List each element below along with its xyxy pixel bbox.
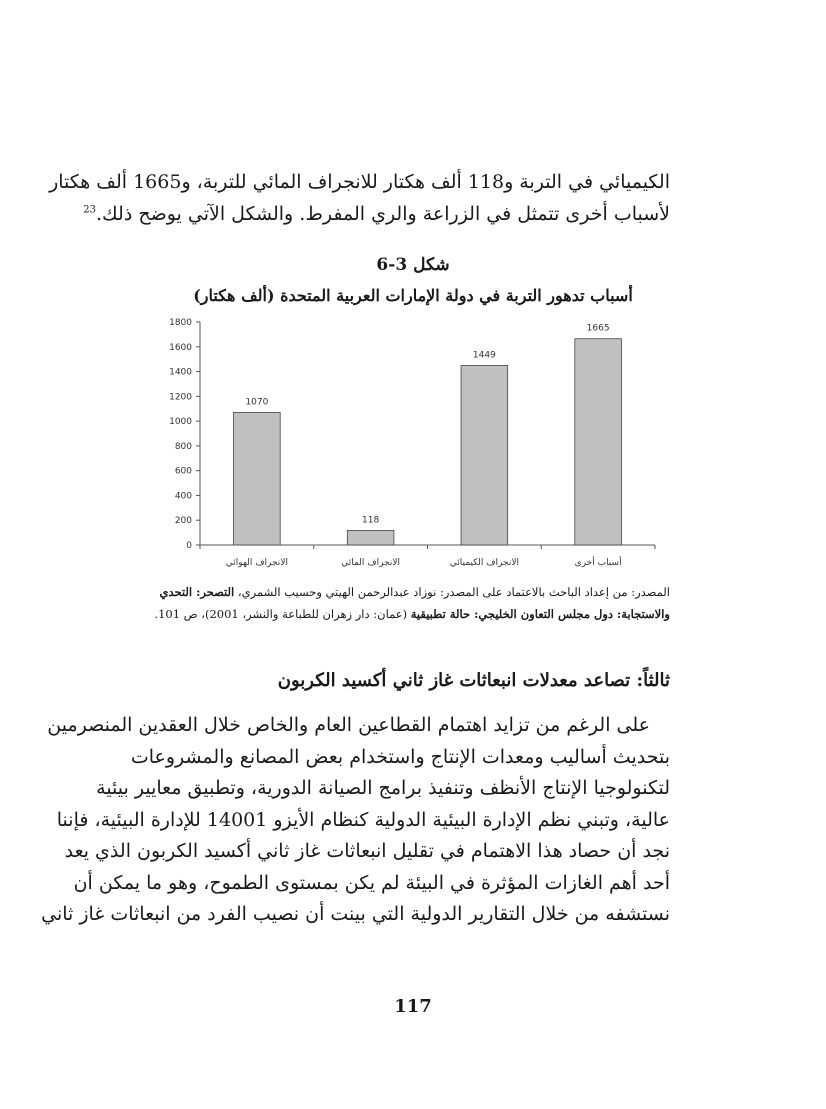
category-label: الانجراف المائي — [341, 558, 401, 568]
y-tick-label: 1000 — [169, 417, 192, 428]
footnote-ref: 23 — [83, 204, 96, 216]
body-line: بتحديث أساليب ومعدات الإنتاج واستخدام بعض المصانع والمشروعات — [130, 745, 670, 768]
intro-paragraph — [49, 166, 670, 230]
bar-value-label: 118 — [362, 515, 380, 526]
source-book-title-part1: التصحر: التحدي — [159, 585, 235, 599]
figure-number: شكل 3-6 — [376, 255, 450, 275]
y-tick-label: 200 — [174, 516, 192, 527]
intro-line-1: الكيميائي في التربة و118 ألف هكتار للانجراف المائي للتربة، و1665 ألف هكتار — [49, 171, 670, 193]
y-tick-label: 1600 — [169, 342, 192, 353]
source-prefix: المصدر: من إعداد الباحث بالاعتماد على المصدر: نوزاد عبدالرحمن الهيتي وحسيب الشمري، — [234, 585, 670, 599]
intro-line-2-text: لأسباب أخرى تتمثل في الزراعة والري المفرط. والشكل الآتي يوضح ذلك. — [96, 203, 670, 225]
category-label: أسباب أخرى — [574, 558, 622, 568]
bar — [575, 339, 622, 545]
source-book-title-part2: والاستجابة: دول مجلس التعاون الخليجي: حالة تطبيقية — [410, 607, 670, 621]
body-line: عالية، وتبني نظم الإدارة البيئية الدولية كنظام الأيزو 14001 للإدارة البيئية، فإننا — [56, 808, 670, 831]
body-paragraph — [41, 710, 670, 931]
source-publisher: (عمان: دار زهران للطباعة والنشر، 2001)، ص 101. — [154, 607, 411, 621]
section-heading: ثالثاً: تصاعد معدلات انبعاثات غاز ثاني أكسيد الكربون — [277, 670, 670, 691]
body-line: نجد أن حصاد هذا الاهتمام في تقليل انبعاثات غاز ثاني أكسيد الكربون الذي يعد — [64, 840, 670, 862]
y-tick-label: 600 — [174, 466, 192, 477]
intro-line-2 — [83, 198, 670, 230]
body-line: لتكنولوجيا الإنتاج الأنظف وتنفيذ برامج الصيانة الدورية، وتطبيق معايير بيئية — [96, 777, 670, 799]
bar — [461, 365, 508, 545]
category-label: الانجراف الكيميائي — [449, 558, 519, 568]
bar-value-label: 1070 — [245, 397, 269, 408]
y-tick-label: 1200 — [169, 392, 192, 403]
bar — [347, 530, 394, 545]
y-tick-label: 1400 — [169, 367, 192, 378]
y-tick-label: 400 — [174, 491, 192, 502]
bar-value-label: 1665 — [586, 323, 610, 334]
bar-value-label: 1449 — [472, 350, 496, 361]
y-tick-label: 0 — [186, 541, 192, 551]
figure-source — [150, 581, 670, 625]
body-line: نستشفه من خلال التقارير الدولية التي بينت أن نصيب الفرد من انبعاثات غاز ثاني — [41, 903, 670, 925]
body-line: أحد أهم الغازات المؤثرة في البيئة لم يكن بمستوى الطموح، وهو ما يمكن أن — [73, 871, 670, 894]
bar — [234, 412, 281, 545]
source-line-1 — [150, 581, 670, 603]
y-tick-label: 1800 — [169, 318, 192, 328]
figure-title: أسباب تدهور التربة في دولة الإمارات العربية المتحدة (ألف هكتار) — [193, 286, 633, 305]
page-number: 117 — [394, 996, 432, 1017]
category-label: الانجراف الهوائي — [225, 558, 288, 568]
bar-chart — [150, 312, 670, 577]
body-line: على الرغم من تزايد اهتمام القطاعين العام والخاص خلال العقدين المنصرمين — [47, 714, 650, 736]
source-line-2 — [150, 603, 670, 625]
y-tick-label: 800 — [174, 441, 192, 452]
